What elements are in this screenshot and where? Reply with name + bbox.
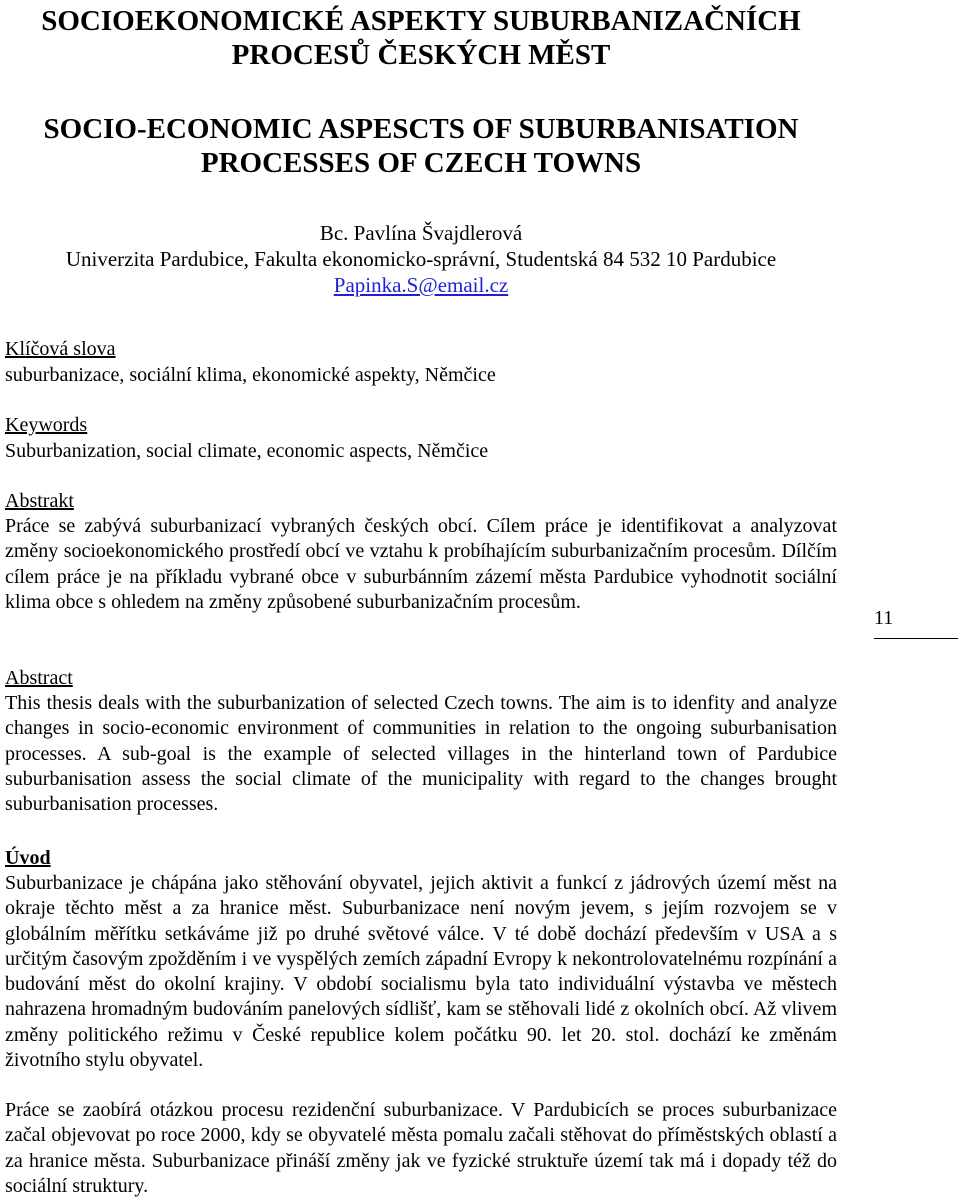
- keywords-cz-section: [5, 336, 837, 388]
- keywords-en-section: [5, 412, 837, 464]
- abstract-text: This thesis deals with the suburbanization of selected Czech towns. The aim is to idenfity and analyze changes in socio-economic environment of communities in relation to the ongoing suburbanisation processes. A sub-goal is the example of selected villages in the hinterland town of Pardubice suburbanisation assess the social climate of the municipality with regard to the changes brought suburbanisation processes.: [5, 692, 837, 816]
- title-english-line-2: PROCESSES OF CZECH TOWNS: [200, 147, 642, 179]
- author-block: [5, 220, 837, 298]
- title-english-line-1: SOCIO-ECONOMIC ASPESCTS OF SUBURBANISATION: [43, 113, 799, 145]
- abstract-label: Abstract: [5, 667, 73, 689]
- uvod-section: [5, 845, 837, 1073]
- title-english: [5, 112, 837, 180]
- abstract-section: [5, 665, 837, 817]
- title-czech-line-1: SOCIOEKONOMICKÉ ASPEKTY SUBURBANIZAČNÍCH: [41, 5, 801, 37]
- keywords-cz-text: suburbanizace, sociální klima, ekonomické aspekty, Němčice: [5, 364, 496, 386]
- uvod-heading: Úvod: [5, 847, 51, 869]
- paper-page: [5, 0, 837, 1197]
- abstrakt-text: Práce se zabývá suburbanizací vybraných českých obcí. Cílem práce je identifikovat a analyzovat změny socioekonomického prostředí obcí ve vztahu k probíhajícím suburbanizačním procesům. Dílčím cílem práce je na příkladu vybrané obce v suburbánním zázemí města Pardubice vyhodnotit sociální klima obce s ohledem na změny způsobené suburbanizačním procesům.: [5, 515, 837, 613]
- keywords-cz-label: Klíčová slova: [5, 338, 116, 360]
- title-czech: [5, 4, 837, 72]
- uvod-paragraph-2-block: [5, 1098, 837, 1199]
- page-number: 11: [874, 606, 958, 639]
- abstrakt-section: [5, 488, 837, 615]
- keywords-en-label: Keywords: [5, 414, 88, 436]
- author-email-link[interactable]: Papinka.S@email.cz: [333, 273, 509, 297]
- abstrakt-label: Abstrakt: [5, 490, 74, 512]
- title-czech-line-2: PROCESŮ ČESKÝCH MĚST: [231, 39, 611, 71]
- keywords-en-text: Suburbanization, social climate, economic aspects, Němčice: [5, 440, 489, 462]
- author-name: Bc. Pavlína Švajdlerová: [319, 221, 523, 245]
- author-affiliation: Univerzita Pardubice, Fakulta ekonomicko-správní, Studentská 84 532 10 Pardubice: [65, 247, 777, 271]
- uvod-paragraph-1: Suburbanizace je chápána jako stěhování obyvatel, jejich aktivit a funkcí z jádrových území měst na okraje těchto měst a za hranice měst. Suburbanizace není novým jevem, s jejím rozvojem se v globálním měřítku setkáváme již po druhé světové válce. V té době dochází především v USA a s určitým časovým zpožděním i ve vyspělých zemích západní Evropy k nekontrolovatelnému rozpínání a budování měst do okolní krajiny. V období socialismu byla tato individuální výstavba ve městech nahrazena hromadným budováním panelových sídlišť, kam se stěhovali lidé z okolních obcí. Až vlivem změny politického režimu v České republice kolem počátku 90. let 20. stol. dochází ke změnám životního stylu obyvatel.: [5, 872, 837, 1072]
- uvod-paragraph-2: Práce se zaobírá otázkou procesu rezidenční suburbanizace. V Pardubicích se proces suburbanizace začal objevovat po roce 2000, kdy se obyvatelé města pomalu začali stěhovat do příměstských oblastí a za hranice města. Suburbanizace přináší změny jak ve fyzické struktuře území tak má i dopady též do sociální struktury.: [5, 1099, 837, 1197]
